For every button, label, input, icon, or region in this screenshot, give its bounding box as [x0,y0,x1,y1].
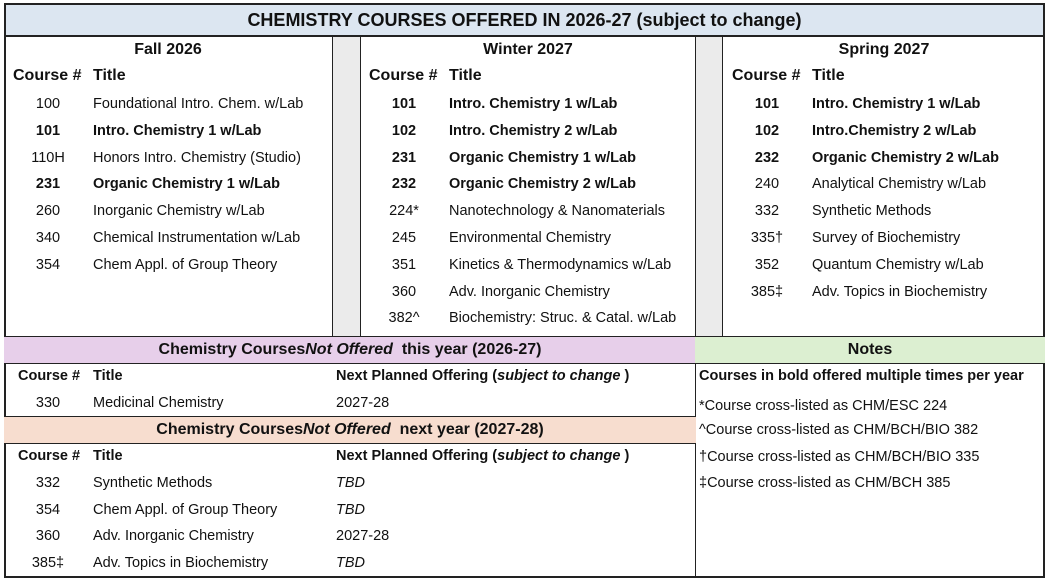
course-title: Nanotechnology & Nanomaterials [449,203,666,220]
note-item: ‡Course cross-listed as CHM/BCH 385 [699,475,951,491]
course-title: Biochemistry: Struc. & Catal. w/Lab [449,310,677,327]
course-title: Intro. Chemistry 1 w/Lab [812,96,981,112]
course-number: 354 [35,501,61,518]
course-title: Synthetic Methods [812,203,932,220]
course-number-header: Course # [732,67,801,84]
course-number: 100 [35,96,61,112]
term-heading: Winter 2027 [483,41,573,58]
course-title: Organic Chemistry 1 w/Lab [449,149,636,166]
course-number: 354 [35,256,61,273]
course-title-header: Title [93,67,126,84]
not-offered-next-year-header: Chemistry Courses Not Offered next year (2027-28) [4,416,696,444]
course-title: Foundational Intro. Chem. w/Lab [93,96,304,112]
course-number: 102 [391,122,417,139]
course-number: 330 [35,395,61,411]
course-row [0,526,390,546]
course-title: Intro. Chemistry 1 w/Lab [449,96,618,112]
note-item: †Course cross-listed as CHM/BCH/BIO 335 [699,449,980,465]
course-number: 382^ [388,310,420,327]
course-title: Analytical Chemistry w/Lab [812,176,987,193]
course-title: Medicinal Chemistry [93,395,224,411]
not-offered-this-year-header: Chemistry Courses Not Offered this year (2026-27) [4,336,696,364]
notes-header: Notes [695,336,1045,364]
course-title: Chemical Instrumentation w/Lab [93,230,301,246]
course-title: Honors Intro. Chemistry (Studio) [93,149,301,166]
course-number: 260 [35,203,61,220]
course-title: Intro. Chemistry 2 w/Lab [449,122,618,139]
next-offering: TBD [336,475,365,491]
course-row [0,308,677,328]
page-title: CHEMISTRY COURSES OFFERED IN 2026-27 (subject to change) [4,3,1045,37]
course-number: 245 [391,230,417,246]
schedule-frame [4,36,1045,578]
course-number: 332 [35,475,61,491]
note-item: Courses in bold offered multiple times per year [699,368,1024,384]
course-title: Survey of Biochemistry [812,230,961,246]
course-number: 352 [754,256,780,273]
course-number: 360 [391,283,417,300]
course-number: 231 [391,149,417,166]
course-title-header: Title [93,368,123,384]
course-number-header: Course # [18,368,81,384]
course-title: Organic Chemistry 2 w/Lab [449,176,636,193]
course-title: Intro.Chemistry 2 w/Lab [812,122,977,139]
course-row [0,553,365,573]
next-offering-header-close: ) [620,368,630,384]
course-title-header: Title [449,67,482,84]
course-row [0,500,365,520]
next-offering-header-close: ) [620,448,630,464]
course-number: 360 [35,528,61,544]
course-number: 335† [750,230,784,246]
course-number: 385‡ [750,283,784,300]
course-title: Chem Appl. of Group Theory [93,256,278,273]
course-number: 240 [754,176,780,193]
course-title: Adv. Topics in Biochemistry [812,283,988,300]
course-number: 101 [391,96,417,112]
next-offering-header [336,448,629,464]
course-title-header: Title [812,67,845,84]
next-offering-header-note: subject to change [497,448,621,464]
note-item: *Course cross-listed as CHM/ESC 224 [699,398,948,414]
next-offering: 2027-28 [336,395,390,411]
next-offering-header-text: Next Planned Offering ( [336,448,498,464]
course-title: Adv. Inorganic Chemistry [93,528,254,544]
term-heading: Fall 2026 [134,41,202,58]
next-offering: 2027-28 [336,528,390,544]
course-number: 224* [389,203,419,220]
course-title: Inorganic Chemistry w/Lab [93,203,265,220]
course-title: Chem Appl. of Group Theory [93,501,278,518]
spacer-column-2 [695,37,722,336]
course-number: 232 [391,176,417,193]
course-number: 110H [31,149,65,166]
course-title: Quantum Chemistry w/Lab [812,256,984,273]
course-number: 102 [754,122,780,139]
course-number-header: Course # [369,67,438,84]
next-offering: TBD [336,554,365,571]
course-title: Adv. Topics in Biochemistry [93,554,269,571]
course-title: Organic Chemistry 2 w/Lab [812,149,999,166]
course-title: Adv. Inorganic Chemistry [449,283,610,300]
course-number: 385‡ [31,554,65,571]
course-number: 231 [35,176,61,193]
course-number: 232 [754,149,780,166]
course-row [0,473,365,493]
next-offering: TBD [336,501,365,518]
course-number: 340 [35,230,61,246]
term-heading: Spring 2027 [838,41,930,58]
course-number: 332 [754,203,780,220]
note-item: ^Course cross-listed as CHM/BCH/BIO 382 [699,422,979,438]
course-number-header: Course # [18,448,81,464]
course-number: 101 [754,96,780,112]
course-title: Organic Chemistry 1 w/Lab [93,176,280,193]
course-title: Kinetics & Thermodynamics w/Lab [449,256,672,273]
next-offering-header [336,368,629,384]
course-title: Environmental Chemistry [449,230,611,246]
course-number: 351 [391,256,417,273]
next-offering-header-text: Next Planned Offering ( [336,368,498,384]
course-title: Synthetic Methods [93,475,213,491]
course-row [0,393,390,413]
course-number: 101 [35,122,61,139]
spacer-column-1 [333,37,360,336]
course-title: Intro. Chemistry 1 w/Lab [93,122,262,139]
course-number-header: Course # [13,67,82,84]
next-offering-header-note: subject to change [497,368,621,384]
course-title-header: Title [93,448,123,464]
